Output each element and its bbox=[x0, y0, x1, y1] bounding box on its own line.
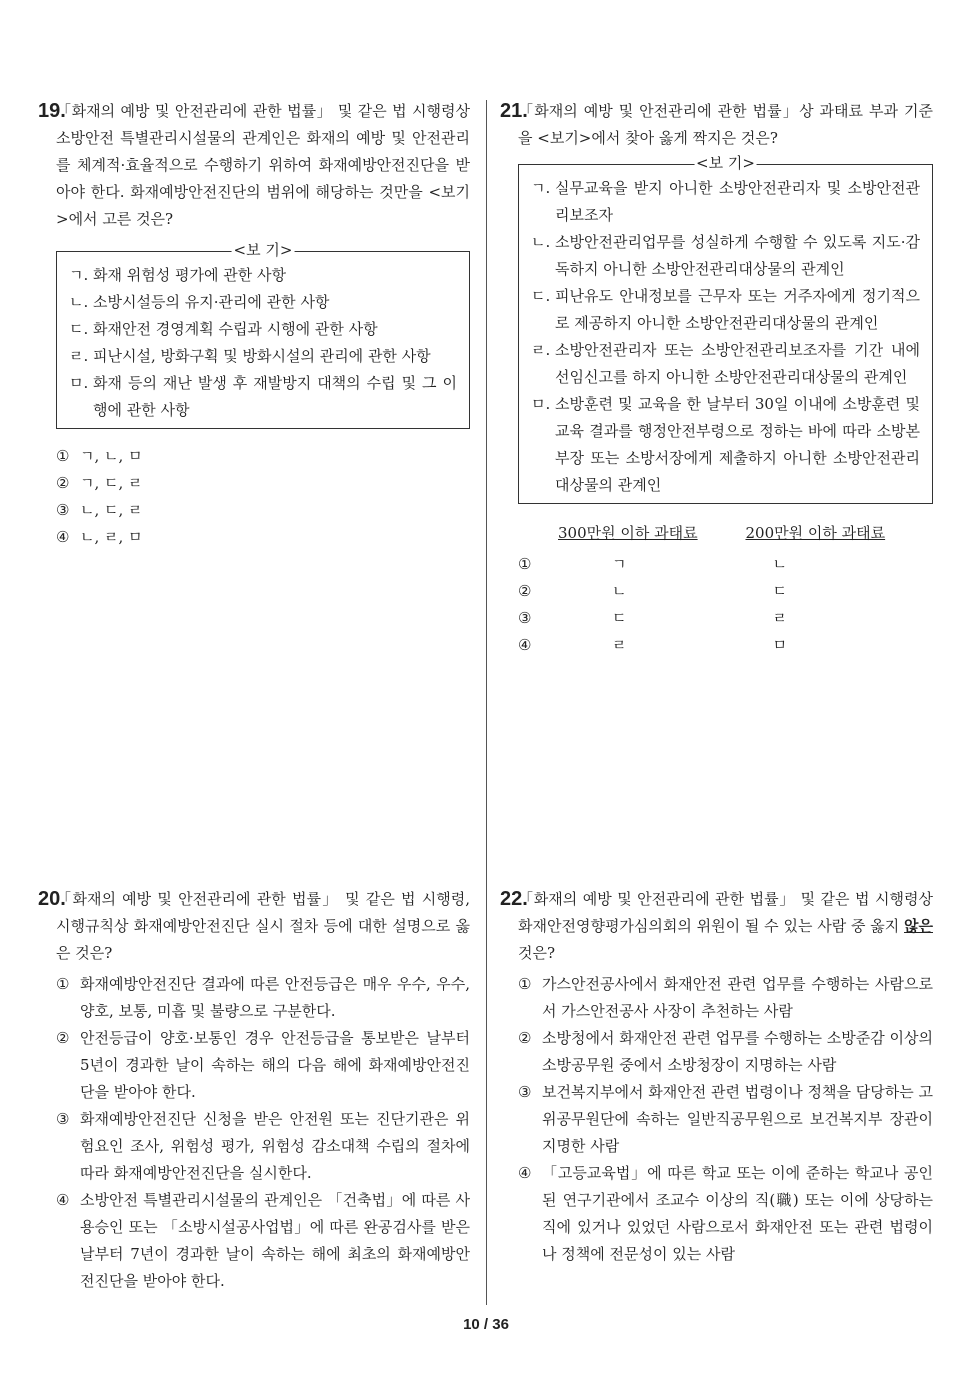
option-300: ㄴ bbox=[611, 582, 627, 600]
bogi-item bbox=[531, 229, 920, 283]
question-19 bbox=[38, 98, 470, 551]
bogi-item-text: 피난유도 안내정보를 근무자 또는 거주자에게 정기적으로 제공하지 아니한 소방안전관리대상물의 관계인 bbox=[555, 287, 920, 332]
bogi-item-key: ㄹ. bbox=[69, 347, 89, 365]
option-text: ㄴ, ㄷ, ㄹ bbox=[80, 501, 143, 519]
option-number: ② bbox=[518, 582, 532, 600]
option-text: 안전등급이 양호·보통인 경우 안전등급을 통보받은 날부터 5년이 경과한 날이 속하는 해의 다음 해에 화재예방안전진단을 받아야 한다. bbox=[80, 1029, 470, 1101]
answer-table-header bbox=[518, 520, 933, 547]
bogi-box bbox=[518, 154, 933, 504]
question-stem: 「화재의 예방 및 안전관리에 관한 법률」 및 같은 법 시행령상 소방안전 특별관리시설물의 관계인은 화재의 예방 및 안전관리를 체계적·효율적으로 수행하기 위하여 화재예방안전진단을 받아야 한다. 화재예방안전진단의 범위에 해당하는 것만을 <보기>에서 고른 것은? bbox=[56, 102, 470, 228]
option-number: ③ bbox=[56, 1110, 70, 1128]
header-200: 200만원 이하 과태료 bbox=[745, 524, 886, 542]
bogi-item-text: 소방안전관리자 또는 소방안전관리보조자를 기간 내에 선임신고를 하지 아니한 소방안전관리대상물의 관계인 bbox=[555, 341, 920, 386]
answer-option[interactable] bbox=[56, 497, 470, 524]
answer-option[interactable] bbox=[518, 551, 933, 578]
option-text: 보건복지부에서 화재안전 관련 법령이나 정책을 담당하는 고위공무원단에 속하는 일반직공무원으로 보건복지부 장관이 지명한 사람 bbox=[542, 1083, 933, 1155]
option-300: ㄱ bbox=[611, 555, 627, 573]
answer-option[interactable] bbox=[56, 1106, 470, 1187]
answer-option[interactable] bbox=[518, 971, 933, 1025]
question-20 bbox=[38, 886, 470, 1295]
option-text: ㄴ, ㄹ, ㅁ bbox=[80, 528, 143, 546]
bogi-title: <보 기> bbox=[696, 154, 755, 172]
question-stem bbox=[518, 886, 933, 967]
bogi-item bbox=[69, 370, 457, 424]
header-300: 300만원 이하 과태료 bbox=[558, 524, 698, 542]
bogi-item-text: 화재 위험성 평가에 관한 사항 bbox=[93, 266, 286, 284]
page-number: 10 / 36 bbox=[463, 1316, 509, 1333]
bogi-item-key: ㄱ. bbox=[531, 179, 551, 197]
answer-option[interactable] bbox=[56, 1187, 470, 1295]
question-number: 21. bbox=[500, 100, 528, 122]
stem-text: 것은? bbox=[518, 944, 556, 962]
question-number: 19. bbox=[38, 100, 66, 122]
question-number: 20. bbox=[38, 888, 66, 910]
answer-option[interactable] bbox=[56, 1025, 470, 1106]
option-text: 「고등교육법」에 따른 학교 또는 이에 준하는 학교나 공인된 연구기관에서 조교수 이상의 직(職) 또는 이에 상당하는 직에 있거나 있었던 사람으로서 화재안전 또는 관련 법령이나 정책에 전문성이 있는 사람 bbox=[542, 1164, 933, 1263]
option-number: ② bbox=[56, 1029, 70, 1047]
column-divider bbox=[486, 100, 487, 1305]
bogi-item-key: ㅁ. bbox=[69, 374, 89, 392]
option-number: ① bbox=[56, 447, 70, 465]
bogi-item-text: 소방안전관리업무를 성실하게 수행할 수 있도록 지도·감독하지 아니한 소방안전관리대상물의 관계인 bbox=[555, 233, 920, 278]
bogi-item-text: 피난시설, 방화구획 및 방화시설의 관리에 관한 사항 bbox=[93, 347, 431, 365]
bogi-item-text: 실무교육을 받지 아니한 소방안전관리자 및 소방안전관리보조자 bbox=[555, 179, 920, 224]
bogi-item-key: ㄱ. bbox=[69, 266, 89, 284]
bogi-item-text: 화재안전 경영계획 수립과 시행에 관한 사항 bbox=[93, 320, 378, 338]
bogi-box bbox=[56, 241, 470, 429]
bogi-item bbox=[69, 262, 457, 289]
option-number: ① bbox=[56, 975, 70, 993]
bogi-item bbox=[69, 343, 457, 370]
option-number: ④ bbox=[518, 636, 532, 654]
option-text: 소방청에서 화재안전 관련 업무를 수행하는 소방준감 이상의 소방공무원 중에서 소방청장이 지명하는 사람 bbox=[542, 1029, 933, 1074]
option-number: ② bbox=[56, 474, 70, 492]
answer-option[interactable] bbox=[56, 470, 470, 497]
option-number: ② bbox=[518, 1029, 532, 1047]
question-stem: 「화재의 예방 및 안전관리에 관한 법률」상 과태료 부과 기준을 <보기>에서 찾아 옳게 짝지은 것은? bbox=[518, 102, 933, 147]
option-text: ㄱ, ㄴ, ㅁ bbox=[80, 447, 143, 465]
bogi-item-key: ㄴ. bbox=[531, 233, 551, 251]
option-text: 화재예방안전진단 결과에 따른 안전등급은 매우 우수, 우수, 양호, 보통, 미흡 및 불량으로 구분한다. bbox=[80, 975, 470, 1020]
option-text: 가스안전공사에서 화재안전 관련 업무를 수행하는 사람으로서 가스안전공사 사장이 추천하는 사람 bbox=[542, 975, 933, 1020]
option-300: ㄷ bbox=[611, 609, 627, 627]
bogi-item-key: ㄷ. bbox=[69, 320, 89, 338]
option-number: ③ bbox=[56, 501, 70, 519]
question-22 bbox=[500, 886, 933, 1268]
option-text: ㄱ, ㄷ, ㄹ bbox=[80, 474, 143, 492]
bogi-item-key: ㅁ. bbox=[531, 395, 551, 413]
question-stem: 「화재의 예방 및 안전관리에 관한 법률」 및 같은 법 시행령, 시행규칙상 화재예방안전진단 실시 절차 등에 대한 설명으로 옳은 것은? bbox=[56, 890, 470, 962]
option-number: ③ bbox=[518, 1083, 532, 1101]
question-21 bbox=[500, 98, 933, 659]
bogi-item-key: ㄷ. bbox=[531, 287, 551, 305]
bogi-item-text: 소방시설등의 유지·관리에 관한 사항 bbox=[93, 293, 330, 311]
answer-option[interactable] bbox=[56, 524, 470, 551]
bogi-item bbox=[531, 283, 920, 337]
bogi-title: <보 기> bbox=[233, 241, 293, 259]
option-200: ㄴ bbox=[772, 555, 787, 573]
bogi-item-key: ㄹ. bbox=[531, 341, 551, 359]
bogi-item bbox=[531, 391, 920, 499]
answer-option[interactable] bbox=[56, 443, 470, 470]
option-number: ④ bbox=[56, 528, 70, 546]
bogi-item-key: ㄴ. bbox=[69, 293, 89, 311]
bogi-item bbox=[531, 337, 920, 391]
option-number: ④ bbox=[56, 1191, 70, 1209]
answer-option[interactable] bbox=[518, 578, 933, 605]
bogi-item-text: 화재 등의 재난 발생 후 재발방지 대책의 수립 및 그 이행에 관한 사항 bbox=[93, 374, 457, 419]
stem-text: 「화재의 예방 및 안전관리에 관한 법률」 및 같은 법 시행령상 화재안전영향평가심의회의 위원이 될 수 있는 사람 중 옳지 bbox=[518, 890, 933, 935]
answer-option[interactable] bbox=[518, 605, 933, 632]
option-number: ① bbox=[518, 555, 532, 573]
option-number: ④ bbox=[518, 1164, 532, 1182]
stem-emphasis: 않은 bbox=[904, 917, 933, 935]
option-300: ㄹ bbox=[611, 636, 627, 654]
bogi-item bbox=[531, 175, 920, 229]
question-number: 22. bbox=[500, 888, 528, 910]
option-200: ㅁ bbox=[772, 636, 787, 654]
option-number: ① bbox=[518, 975, 532, 993]
bogi-item-text: 소방훈련 및 교육을 한 날부터 30일 이내에 소방훈련 및 교육 결과를 행정안전부령으로 정하는 바에 따라 소방본부장 또는 소방서장에게 제출하지 아니한 소방안전관리대상물의 관계인 bbox=[555, 395, 920, 494]
option-200: ㄷ bbox=[772, 582, 787, 600]
option-number: ③ bbox=[518, 609, 532, 627]
bogi-item bbox=[69, 289, 457, 316]
option-text: 소방안전 특별관리시설물의 관계인은 「건축법」에 따른 사용승인 또는 「소방시설공사업법」에 따른 완공검사를 받은 날부터 7년이 경과한 날이 속하는 해에 최초의 화재예방안전진단을 받아야 한다. bbox=[80, 1191, 470, 1290]
answer-option[interactable] bbox=[56, 971, 470, 1025]
option-text: 화재예방안전진단 신청을 받은 안전원 또는 진단기관은 위험요인 조사, 위험성 평가, 위험성 감소대책 수립의 절차에 따라 화재예방안전진단을 실시한다. bbox=[80, 1110, 470, 1182]
option-200: ㄹ bbox=[772, 609, 787, 627]
answer-option[interactable] bbox=[518, 1160, 933, 1268]
bogi-item bbox=[69, 316, 457, 343]
answer-option[interactable] bbox=[518, 1079, 933, 1160]
answer-option[interactable] bbox=[518, 1025, 933, 1079]
answer-option[interactable] bbox=[518, 632, 933, 659]
